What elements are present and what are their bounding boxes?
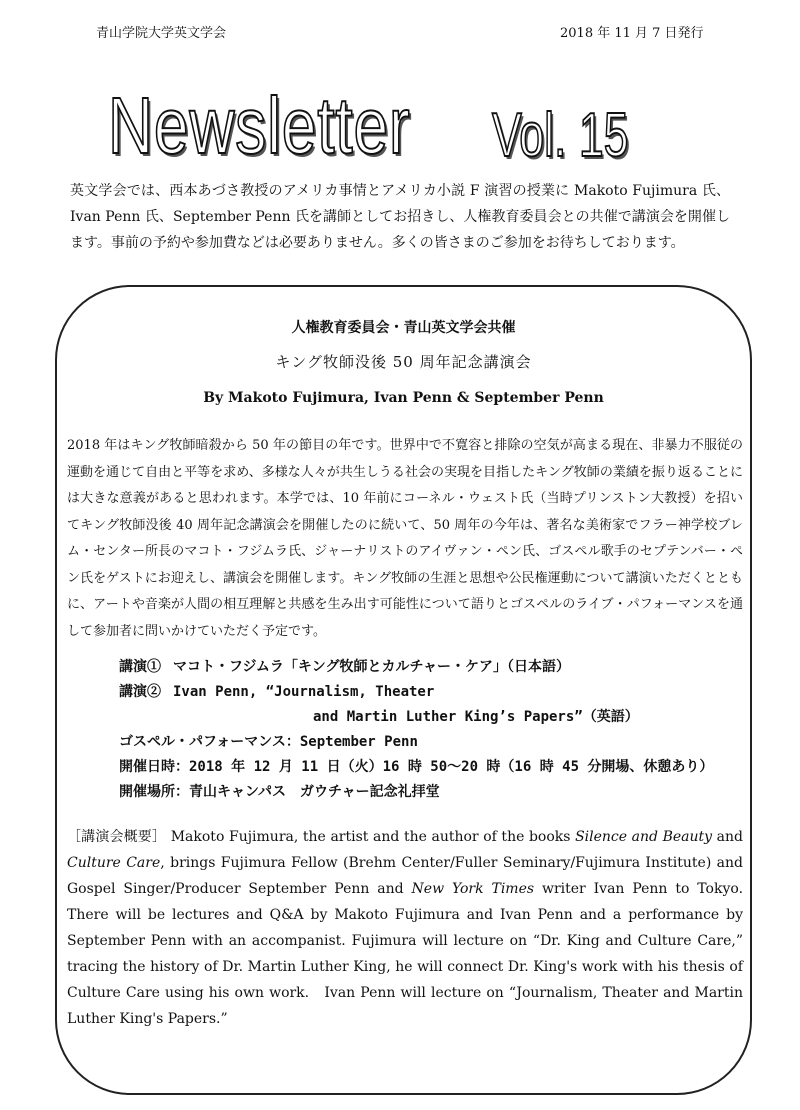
event-program: [119, 655, 713, 805]
event-description: 2018 年はキング牧師暗殺から 50 年の節目の年です。世界中で不寛容と排除の空気が高まる現在、非暴力不服従の運動を通じて自由と平等を求め、多様な人々が共生しうる社会の実現を目指したキング牧師の業績を振り返ることには大きな意義があると思われます。本学では、10 年前にコーネル・ウェスト氏（当時プリンストン大教授）を招いてキング牧師没後 40 周年記念講演会を開催したのに続いて、50 周年の今年は、著名な美術家でフラー神学校ブレム・センター所長のマコト・フジムラ氏、ジャーナリストのアイヴァン・ペン氏、ゴスペル歌手のセプテンバー・ペン氏をゲストにお迎えし、講演会を開催します。キング牧師の生涯と思想や公民権運動について講演いただくとともに、アートや音楽が人間の相互理解と共感を生み出す可能性について語りとゴスペルのライブ・パフォーマンスを通して参加者に問いかけていただく予定です。: [67, 438, 743, 639]
masthead: [108, 78, 629, 174]
organization-name: 青山学院大学英文学会: [96, 26, 227, 41]
book-title-2: Culture Care: [67, 855, 161, 871]
event-cohost: 人権教育委員会・青山英文学会共催: [291, 320, 516, 336]
event-venue: 開催場所：青山キャンパス ガウチャー記念礼拝堂: [119, 784, 440, 800]
event-title: キング牧師没後 50 周年記念講演会: [275, 353, 532, 371]
event-announcement-box: [55, 285, 752, 1095]
event-byline: By Makoto Fujimura, Ivan Penn & September Penn: [203, 390, 604, 406]
event-summary: [67, 824, 743, 1032]
issue-date: 2018 年 11 月 7 日発行: [560, 26, 704, 41]
summary-label: ［講演会概要］: [67, 829, 167, 845]
summary-text-3: , brings Fujimura Fellow (Brehm Center/Fuller Seminary/Fujimura Institute) and Gospel Singer/Producer September Penn and: [67, 855, 744, 897]
lecture-1-label: 講演①: [119, 659, 161, 675]
summary-text-4: writer Ivan Penn to Tokyo. There will be lectures and Q&A by Makoto Fujimura and Ivan Penn and a performance by September Penn with an accompanist. Fujimura will lecture on “Dr. King and Culture Care,” tracing the history of Dr. Martin Luther King, he will connect Dr. King's work with his thesis of Culture Care using his own work. Ivan Penn will lecture on “Journalism, Theater and Martin Luther King's Papers.”: [67, 881, 744, 1027]
lecture-2: [119, 680, 713, 705]
summary-text-1: Makoto Fujimura, the artist and the author of the books: [166, 829, 576, 845]
lecture-1-text: マコト・フジムラ「キング牧師とカルチャー・ケア」（日本語）: [173, 659, 571, 675]
newsletter-title: Newsletter: [108, 81, 411, 170]
intro-paragraph: 英文学会では、西本あづさ教授のアメリカ事情とアメリカ小説 F 演習の授業に Makoto Fujimura 氏、Ivan Penn 氏、September Penn 氏を講師としてお招きし、人権教育委員会との共催で講演会を開催します。事前の予約や参加費などは必要ありません。多くの皆さまのご参加をお待ちしております。: [70, 183, 730, 251]
lecture-2-label: 講演②: [119, 684, 161, 700]
newspaper-name: New York Times: [411, 881, 535, 897]
lecture-2-line-1: Ivan Penn, “Journalism, Theater: [173, 684, 435, 700]
summary-text-2: and: [712, 829, 744, 845]
volume-number: Vol. 15: [492, 101, 629, 170]
lecture-2-line-2: and Martin Luther King’s Papers”（英語）: [313, 709, 639, 725]
lecture-1: [119, 655, 713, 680]
event-datetime: 開催日時：2018 年 12 月 11 日（火）16 時 50～20 時（16 時 45 分開場、休憩あり）: [119, 759, 714, 775]
book-title-1: Silence and Beauty: [575, 829, 713, 845]
gospel-performance: ゴスペル・パフォーマンス：September Penn: [119, 734, 418, 750]
